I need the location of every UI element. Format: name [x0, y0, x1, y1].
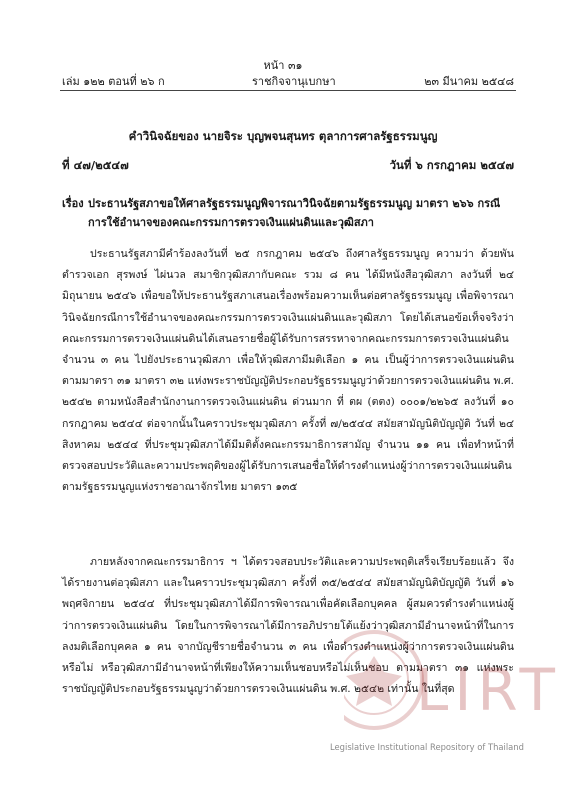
seal-emblem: [346, 656, 402, 706]
gazette-header: [62, 72, 514, 86]
logo-text: LIRT: [416, 656, 561, 724]
publication-date: ๒๓ มีนาคม ๒๕๔๘: [424, 75, 514, 88]
watermark-caption: Legislative Institutional Repository of Thailand: [330, 742, 524, 752]
document-number: ที่ ๔๗/๒๕๔๗: [62, 158, 129, 172]
page-number: หน้า ๓๑: [263, 59, 303, 72]
subject-label: เรื่อง: [62, 197, 84, 210]
document-reference: [62, 157, 514, 173]
body-paragraph: ประธานรัฐสภามีคำร้องลงวันที่ ๒๕ กรกฎาคม ๒๕๔๖ ถึงศาลรัฐธรรมนูญ ความว่า ด้วยพันตำรวจเอก สุรพงษ์ ไผ่นวล สมาชิกวุฒิสภากับคณะ รวม ๘ คน ได้มีหนังสือวุฒิสภา ลงวันที่ ๒๔ มิถุนายน ๒๕๔๖ เพื่อขอให้ประธานรัฐสภาเสนอเรื่องพร้อมความเห็นต่อศาลรัฐธรรมนูญ เพื่อพิจารณาวินิจฉัยกรณีการใช้อำนาจของคณะกรรมการตรวจเงินแผ่นดินและวุฒิสภา โดยได้เสนอข้อเท็จจริงว่า คณะกรรมการตรวจเงินแผ่นดินได้เสนอรายชื่อผู้ได้รับการสรรหาจากคณะกรรมการตรวจเงินแผ่นดิน จำนวน ๓ คน ไปยังประธานวุฒิสภา เพื่อให้วุฒิสภามีมติเลือก ๑ คน เป็นผู้ว่าการตรวจเงินแผ่นดิน ตามมาตรา ๓๑ มาตรา ๓๒ แห่งพระราชบัญญัติประกอบรัฐธรรมนูญว่าด้วยการตรวจเงินแผ่นดิน พ.ศ. ๒๕๔๒ ตามหนังสือสำนักงานการตรวจเงินแผ่นดิน ด่วนมาก ที่ ตผ (ตตง) ๐๐๐๑/๒๒๖๕ ลงวันที่ ๑๐ กรกฎาคม ๒๕๔๔ ต่อจากนั้นในคราวประชุมวุฒิสภา ครั้งที่ ๗/๒๕๔๔ สมัยสามัญนิติบัญญัติ วันที่ ๒๔ สิงหาคม ๒๕๔๔ ที่ประชุมวุฒิสภาได้มีมติตั้งคณะกรรมาธิการสามัญ จำนวน ๑๑ คน เพื่อทำหน้าที่ตรวจสอบประวัติและความประพฤติของผู้ได้รับการเสนอชื่อให้ดำรงตำแหน่งผู้ว่าการตรวจเงินแผ่นดิน ตามรัฐธรรมนูญแห่งราชอาณาจักรไทย มาตรา ๑๓๕: [62, 248, 514, 494]
lirt-watermark-logo: [344, 598, 564, 738]
document-title: คำวินิจฉัยของ นายจิระ บุญพจนสุนทร ตุลาการศาลรัฐธรรมนูญ: [128, 129, 438, 143]
gazette-name: ราชกิจจานุเบกษา: [252, 75, 336, 88]
header-divider: [60, 90, 516, 91]
volume-issue: เล่ม ๑๒๒ ตอนที่ ๒๖ ก: [62, 75, 165, 88]
subject-text: ประธานรัฐสภาขอให้ศาลรัฐธรรมนูญพิจารณาวินิจฉัยตามรัฐธรรมนูญ มาตรา ๒๖๖ กรณีการใช้อำนาจของคณะกรรมการตรวจเงินแผ่นดินและวุฒิสภา: [88, 197, 501, 229]
document-date: วันที่ ๖ กรกฎาคม ๒๕๔๗: [389, 158, 514, 172]
body-paragraph: ภายหลังจากคณะกรรมาธิการ ฯ ได้ตรวจสอบประวัติและความประพฤติเสร็จเรียบร้อยแล้ว จึงได้รายงานต่อวุฒิสภา และในคราวประชุมวุฒิสภา ครั้งที่ ๓๕/๒๕๔๔ สมัยสามัญนิติบัญญัติ วันที่ ๑๖ พฤศจิกายน ๒๕๔๔ ที่ประชุมวุฒิสภาได้มีการพิจารณาเพื่อคัดเลือกบุคคล ผู้สมควรดำรงตำแหน่งผู้ว่าการตรวจเงินแผ่นดิน โดยในการพิจารณาได้มีการอภิปรายโต้แย้งว่าวุฒิสภามีอำนาจหน้าที่ในการลงมติเลือกบุคคล ๑ คน จากบัญชีรายชื่อจำนวน ๓ คน เพื่อดำรงตำแหน่งผู้ว่าการตรวจเงินแผ่นดินหรือไม่ หรือวุฒิสภามีอำนาจหน้าที่เพียงให้ความเห็นชอบหรือไม่เห็นชอบ ตามมาตรา ๓๑ แห่งพระราชบัญญัติประกอบรัฐธรรมนูญว่าด้วยการตรวจเงินแผ่นดิน พ.ศ. ๒๕๔๒ เท่านั้น ในที่สุด: [62, 556, 514, 696]
